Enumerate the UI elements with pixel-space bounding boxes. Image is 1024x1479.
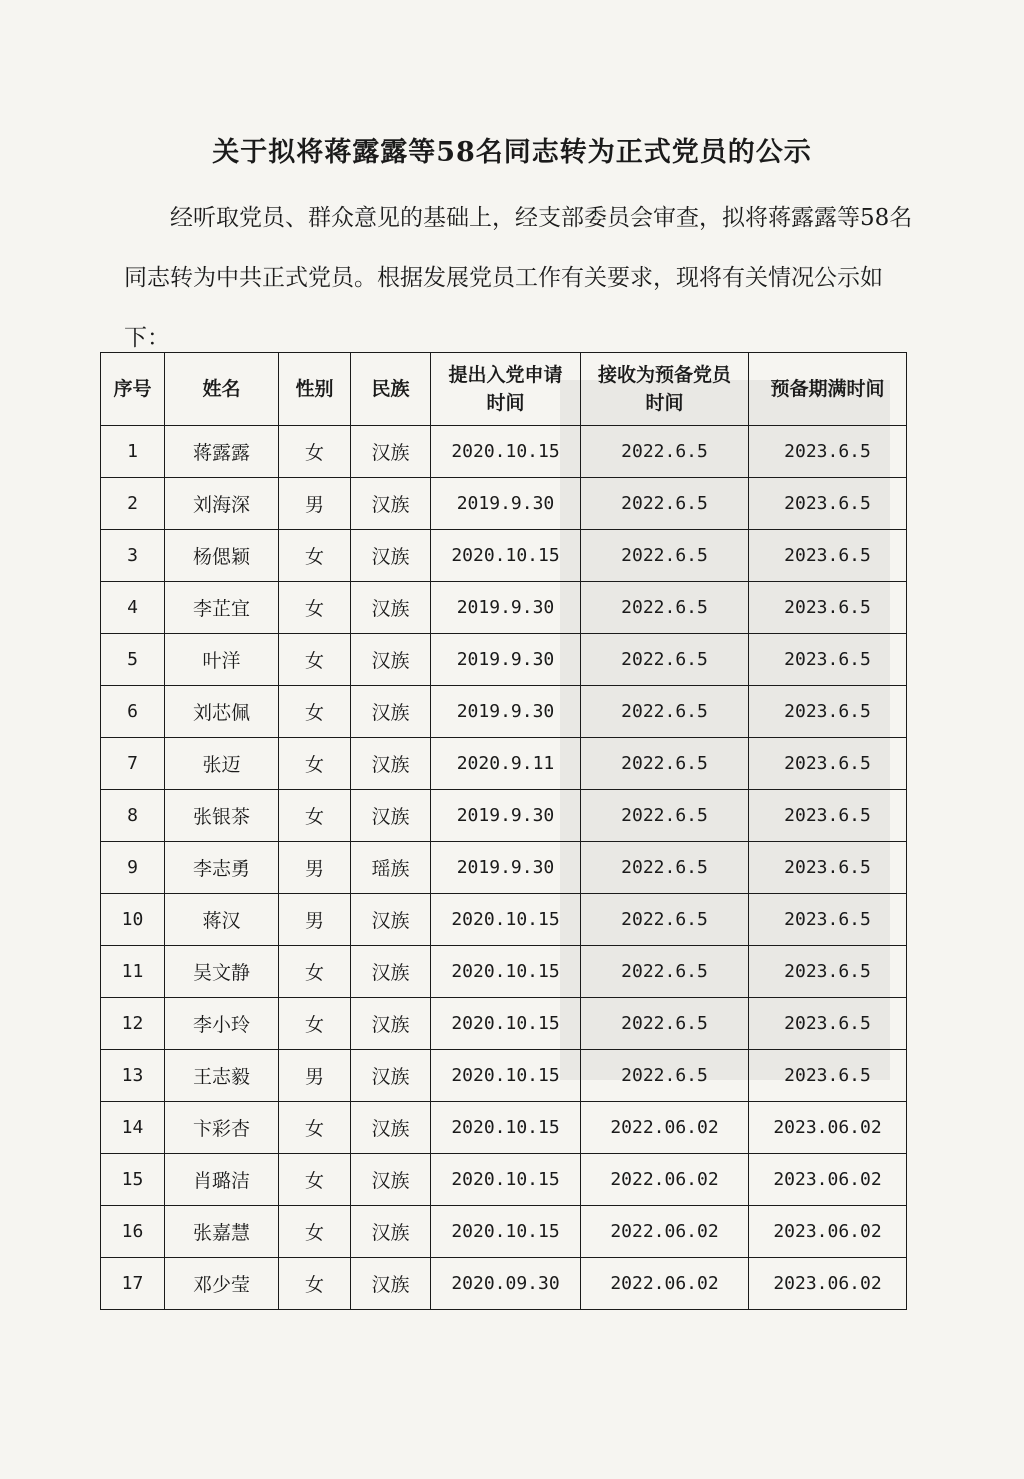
cell-name: 张银茶 [165, 790, 279, 842]
table-row [101, 1258, 907, 1310]
cell-seq: 3 [101, 530, 165, 582]
cell-name: 刘海深 [165, 478, 279, 530]
header-apply-line2: 时间 [486, 392, 525, 414]
cell-gender: 男 [279, 842, 351, 894]
cell-apply-time: 2020.10.15 [431, 530, 581, 582]
table-row [101, 478, 907, 530]
cell-seq: 10 [101, 894, 165, 946]
cell-seq: 12 [101, 998, 165, 1050]
cell-seq: 4 [101, 582, 165, 634]
cell-name: 张迈 [165, 738, 279, 790]
cell-seq: 2 [101, 478, 165, 530]
cell-expire-time: 2023.6.5 [749, 894, 907, 946]
cell-expire-time: 2023.6.5 [749, 946, 907, 998]
page-title: 关于拟将蒋露露等58名同志转为正式党员的公示 [212, 137, 812, 169]
cell-name: 邓少莹 [165, 1258, 279, 1310]
cell-apply-time: 2019.9.30 [431, 686, 581, 738]
cell-ethnicity: 汉族 [351, 426, 431, 478]
cell-gender: 女 [279, 998, 351, 1050]
cell-seq: 7 [101, 738, 165, 790]
cell-gender: 女 [279, 582, 351, 634]
cell-accept-time: 2022.06.02 [581, 1206, 749, 1258]
table-row [101, 1050, 907, 1102]
table-row [101, 738, 907, 790]
cell-seq: 13 [101, 1050, 165, 1102]
cell-gender: 女 [279, 1258, 351, 1310]
cell-name: 叶洋 [165, 634, 279, 686]
header-accept-line1: 接收为预备党员 [597, 364, 731, 386]
table-row [101, 582, 907, 634]
table-row [101, 894, 907, 946]
cell-expire-time: 2023.06.02 [749, 1206, 907, 1258]
cell-apply-time: 2020.10.15 [431, 1102, 581, 1154]
cell-apply-time: 2019.9.30 [431, 478, 581, 530]
member-table [100, 352, 907, 1310]
cell-name: 李小玲 [165, 998, 279, 1050]
header-apply-time [431, 353, 581, 426]
cell-apply-time: 2020.10.15 [431, 1050, 581, 1102]
table-row [101, 946, 907, 998]
cell-seq: 16 [101, 1206, 165, 1258]
cell-ethnicity: 汉族 [351, 1206, 431, 1258]
cell-ethnicity: 汉族 [351, 634, 431, 686]
cell-gender: 女 [279, 790, 351, 842]
header-accept-time [581, 353, 749, 426]
cell-accept-time: 2022.6.5 [581, 530, 749, 582]
cell-name: 刘芯佩 [165, 686, 279, 738]
member-table-wrapper [100, 352, 906, 1310]
cell-apply-time: 2020.09.30 [431, 1258, 581, 1310]
table-row [101, 998, 907, 1050]
table-row [101, 1102, 907, 1154]
cell-apply-time: 2019.9.30 [431, 582, 581, 634]
header-accept-line2: 时间 [645, 392, 684, 414]
cell-expire-time: 2023.6.5 [749, 998, 907, 1050]
table-body [101, 426, 907, 1310]
cell-name: 李志勇 [165, 842, 279, 894]
cell-expire-time: 2023.6.5 [749, 1050, 907, 1102]
cell-expire-time: 2023.6.5 [749, 686, 907, 738]
cell-accept-time: 2022.6.5 [581, 946, 749, 998]
cell-expire-time: 2023.6.5 [749, 582, 907, 634]
cell-expire-time: 2023.06.02 [749, 1102, 907, 1154]
table-row [101, 1154, 907, 1206]
cell-seq: 14 [101, 1102, 165, 1154]
header-seq: 序号 [101, 353, 165, 426]
cell-ethnicity: 汉族 [351, 790, 431, 842]
cell-gender: 女 [279, 426, 351, 478]
cell-accept-time: 2022.6.5 [581, 634, 749, 686]
header-ethnicity: 民族 [351, 353, 431, 426]
table-row [101, 634, 907, 686]
cell-expire-time: 2023.6.5 [749, 790, 907, 842]
cell-accept-time: 2022.6.5 [581, 842, 749, 894]
cell-name: 杨偲颖 [165, 530, 279, 582]
cell-accept-time: 2022.6.5 [581, 582, 749, 634]
cell-gender: 女 [279, 946, 351, 998]
cell-gender: 女 [279, 1102, 351, 1154]
cell-accept-time: 2022.6.5 [581, 738, 749, 790]
cell-gender: 女 [279, 530, 351, 582]
cell-expire-time: 2023.6.5 [749, 426, 907, 478]
cell-gender: 女 [279, 738, 351, 790]
intro-paragraph: 经听取党员、群众意见的基础上，经支部委员会审查，拟将蒋露露等58名同志转为中共正式党员。根据发展党员工作有关要求，现将有关情况公示如下： [124, 205, 913, 351]
cell-gender: 男 [279, 1050, 351, 1102]
cell-ethnicity: 汉族 [351, 1102, 431, 1154]
table-row [101, 1206, 907, 1258]
cell-seq: 9 [101, 842, 165, 894]
cell-apply-time: 2020.9.11 [431, 738, 581, 790]
cell-apply-time: 2020.10.15 [431, 426, 581, 478]
cell-ethnicity: 汉族 [351, 946, 431, 998]
cell-seq: 1 [101, 426, 165, 478]
table-row [101, 790, 907, 842]
cell-seq: 11 [101, 946, 165, 998]
cell-accept-time: 2022.6.5 [581, 426, 749, 478]
cell-ethnicity: 汉族 [351, 582, 431, 634]
cell-apply-time: 2019.9.30 [431, 634, 581, 686]
cell-ethnicity: 汉族 [351, 686, 431, 738]
cell-seq: 5 [101, 634, 165, 686]
cell-gender: 男 [279, 894, 351, 946]
cell-expire-time: 2023.6.5 [749, 842, 907, 894]
cell-ethnicity: 汉族 [351, 530, 431, 582]
cell-accept-time: 2022.6.5 [581, 894, 749, 946]
cell-accept-time: 2022.6.5 [581, 790, 749, 842]
cell-accept-time: 2022.6.5 [581, 1050, 749, 1102]
cell-name: 张嘉慧 [165, 1206, 279, 1258]
header-expire-time: 预备期满时间 [749, 353, 907, 426]
cell-name: 蒋汉 [165, 894, 279, 946]
table-row [101, 842, 907, 894]
cell-name: 王志毅 [165, 1050, 279, 1102]
cell-accept-time: 2022.6.5 [581, 998, 749, 1050]
cell-ethnicity: 瑶族 [351, 842, 431, 894]
cell-ethnicity: 汉族 [351, 998, 431, 1050]
cell-apply-time: 2020.10.15 [431, 894, 581, 946]
cell-name: 李芷宜 [165, 582, 279, 634]
cell-seq: 6 [101, 686, 165, 738]
cell-expire-time: 2023.6.5 [749, 738, 907, 790]
cell-expire-time: 2023.6.5 [749, 530, 907, 582]
cell-ethnicity: 汉族 [351, 478, 431, 530]
cell-expire-time: 2023.6.5 [749, 478, 907, 530]
header-gender: 性别 [279, 353, 351, 426]
cell-gender: 女 [279, 686, 351, 738]
cell-ethnicity: 汉族 [351, 1258, 431, 1310]
cell-ethnicity: 汉族 [351, 738, 431, 790]
cell-accept-time: 2022.06.02 [581, 1258, 749, 1310]
cell-expire-time: 2023.06.02 [749, 1154, 907, 1206]
cell-ethnicity: 汉族 [351, 1154, 431, 1206]
header-name: 姓名 [165, 353, 279, 426]
cell-gender: 女 [279, 1154, 351, 1206]
cell-gender: 女 [279, 634, 351, 686]
cell-accept-time: 2022.06.02 [581, 1154, 749, 1206]
cell-name: 卞彩杏 [165, 1102, 279, 1154]
cell-name: 吴文静 [165, 946, 279, 998]
cell-apply-time: 2020.10.15 [431, 946, 581, 998]
cell-ethnicity: 汉族 [351, 894, 431, 946]
cell-ethnicity: 汉族 [351, 1050, 431, 1102]
cell-accept-time: 2022.6.5 [581, 686, 749, 738]
table-row [101, 686, 907, 738]
cell-gender: 男 [279, 478, 351, 530]
table-header-row [101, 353, 907, 426]
table-row [101, 530, 907, 582]
cell-gender: 女 [279, 1206, 351, 1258]
cell-apply-time: 2020.10.15 [431, 1154, 581, 1206]
header-apply-line1: 提出入党申请 [448, 364, 563, 386]
table-row [101, 426, 907, 478]
cell-apply-time: 2020.10.15 [431, 1206, 581, 1258]
cell-apply-time: 2019.9.30 [431, 790, 581, 842]
cell-apply-time: 2020.10.15 [431, 998, 581, 1050]
cell-seq: 8 [101, 790, 165, 842]
cell-expire-time: 2023.06.02 [749, 1258, 907, 1310]
cell-accept-time: 2022.6.5 [581, 478, 749, 530]
cell-expire-time: 2023.6.5 [749, 634, 907, 686]
cell-name: 蒋露露 [165, 426, 279, 478]
cell-seq: 17 [101, 1258, 165, 1310]
cell-apply-time: 2019.9.30 [431, 842, 581, 894]
cell-seq: 15 [101, 1154, 165, 1206]
cell-accept-time: 2022.06.02 [581, 1102, 749, 1154]
cell-name: 肖璐洁 [165, 1154, 279, 1206]
